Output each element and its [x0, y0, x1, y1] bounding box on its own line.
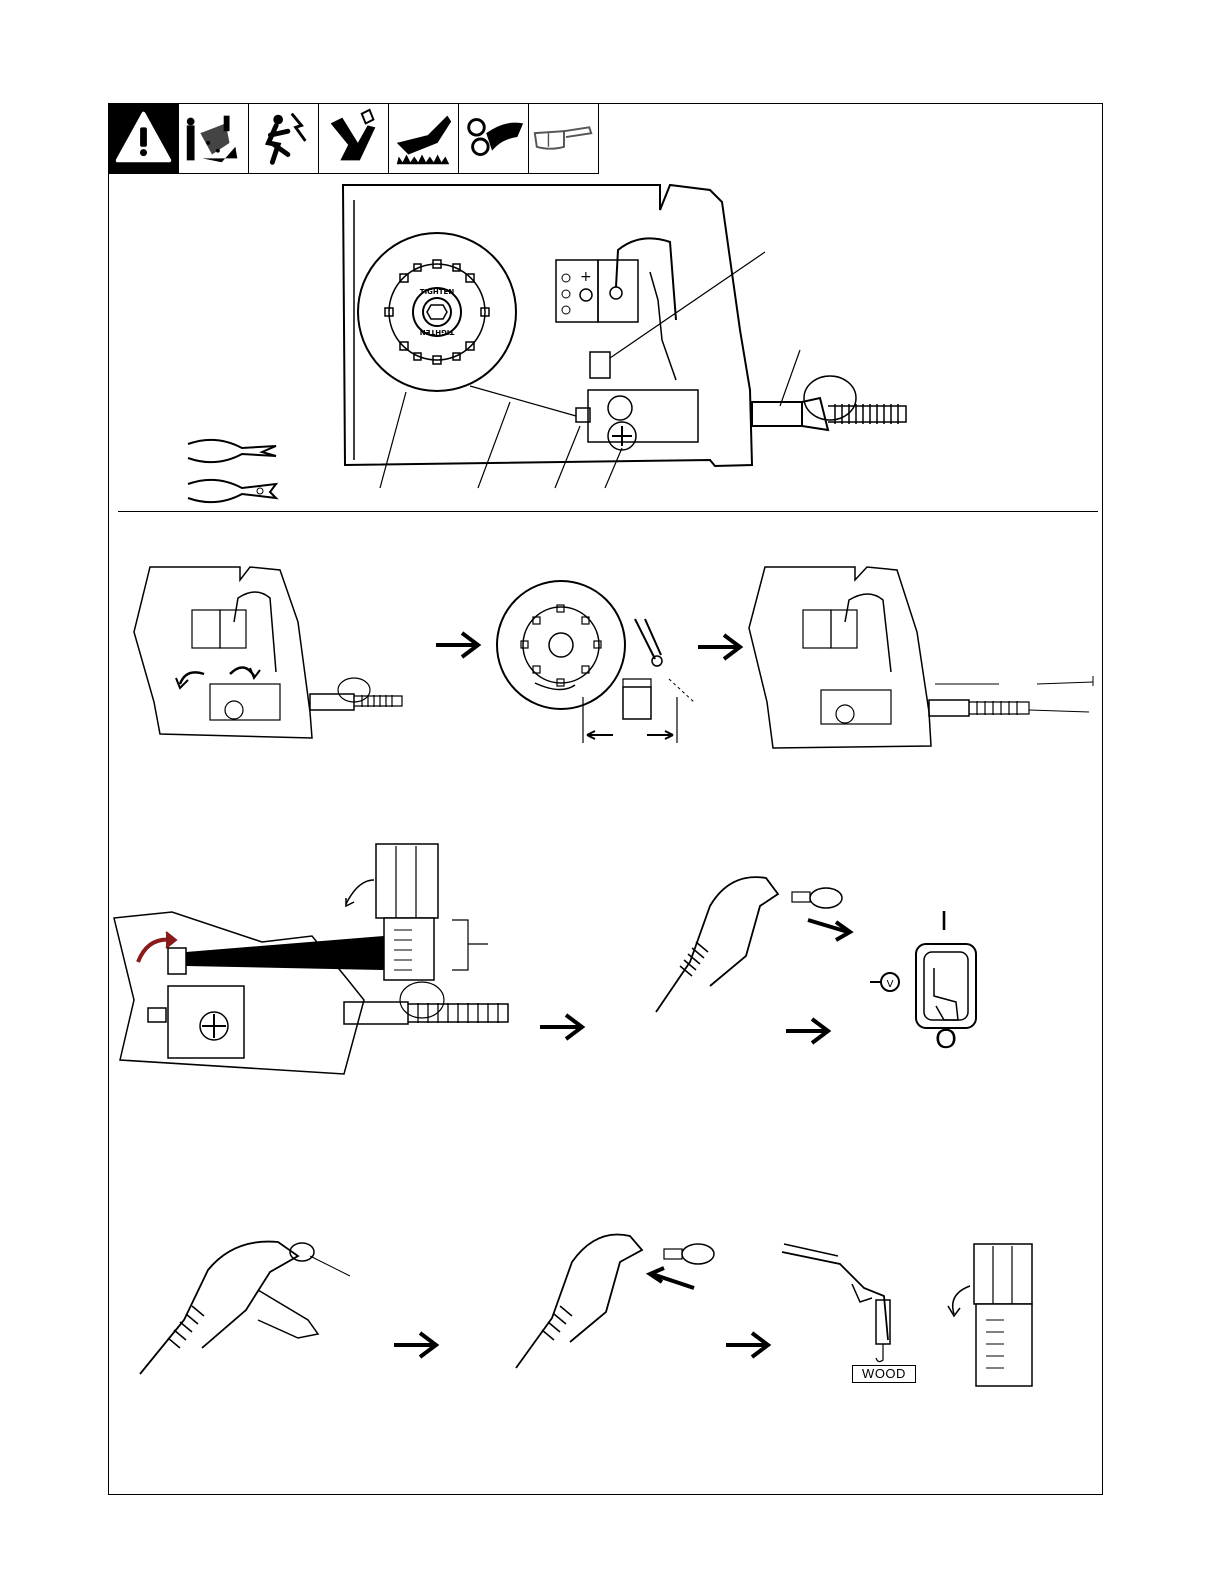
step-arrow-6 — [724, 1330, 772, 1360]
step-arrow-3 — [538, 1012, 586, 1042]
drive-roll-open-illustration — [130, 562, 410, 740]
gun-install-nozzle-illustration — [512, 1222, 722, 1372]
wire-feed-illustration — [745, 562, 1097, 752]
tighten-label-bottom: TIGHTEN — [419, 328, 455, 336]
spool-cut-wire-illustration — [495, 575, 705, 745]
moving-parts-icon — [318, 103, 389, 174]
wood-block-label: WOOD — [852, 1365, 916, 1383]
tension-adjust-illustration — [112, 840, 522, 1078]
svg-text:V: V — [886, 979, 894, 990]
tension-knob-illustration — [940, 1242, 1036, 1390]
warning-strip — [108, 103, 599, 174]
step-arrow-5 — [392, 1330, 440, 1360]
switch-off-label: O — [935, 1023, 957, 1054]
safety-glasses-icon — [528, 103, 599, 174]
fire-spark-icon — [178, 103, 249, 174]
hot-parts-icon — [388, 103, 459, 174]
wire-spool — [358, 233, 516, 391]
tighten-label-top: TIGHTEN — [419, 288, 455, 296]
gun-trigger-illustration — [138, 1230, 354, 1378]
step-arrow-1 — [434, 630, 482, 660]
pliers-icon — [186, 476, 282, 506]
warning-triangle-icon — [108, 103, 179, 174]
electric-shock-icon — [248, 103, 319, 174]
gear-hazard-icon — [458, 103, 529, 174]
step-arrow-2 — [696, 632, 744, 662]
svg-text:+: + — [580, 269, 592, 285]
gun-on-wood-illustration — [780, 1240, 920, 1366]
gun-remove-nozzle-illustration — [650, 866, 860, 1016]
section-divider — [118, 511, 1098, 512]
wire-cutter-icon — [186, 436, 282, 466]
step-arrow-4 — [784, 1016, 832, 1046]
switch-on-label: I — [940, 905, 948, 936]
machine-side-panel-illustration — [340, 180, 940, 490]
power-switch-illustration — [868, 902, 988, 1052]
